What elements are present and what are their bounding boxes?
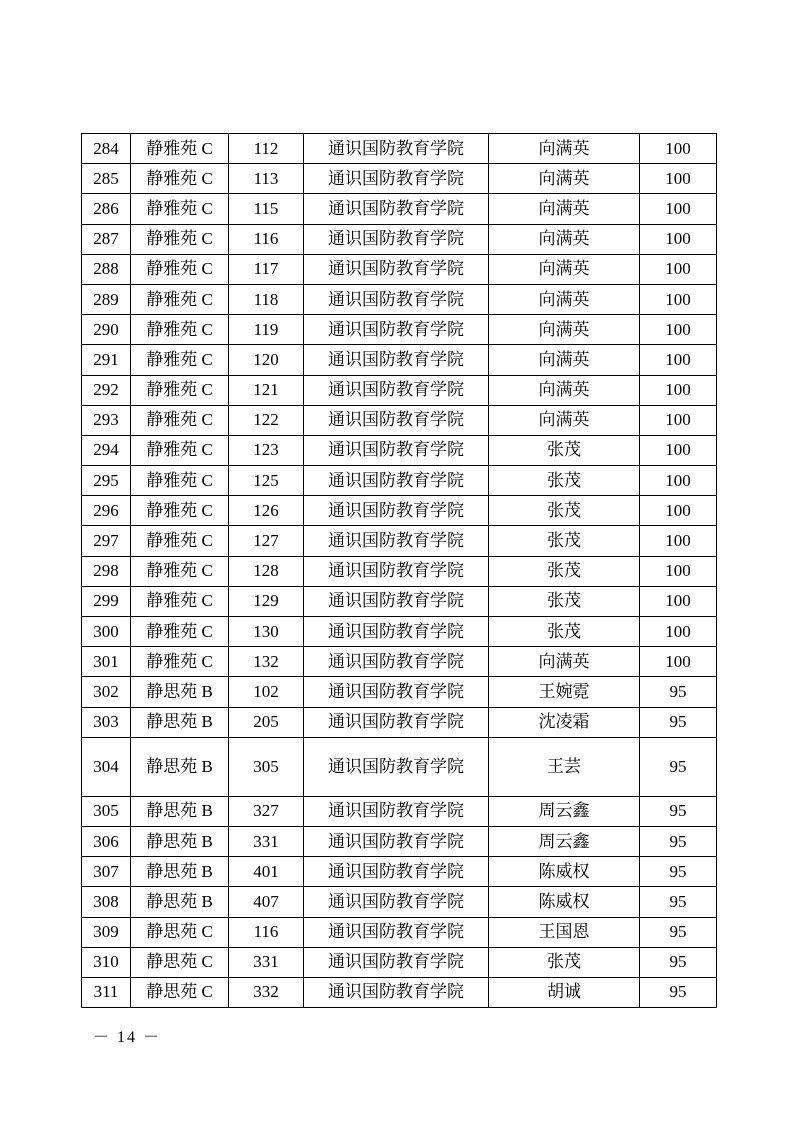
room-cell: 116 — [229, 917, 304, 947]
counselor-cell: 周云鑫 — [489, 826, 640, 856]
college-cell: 通识国防教育学院 — [304, 254, 489, 284]
counselor-cell: 向满英 — [489, 405, 640, 435]
score-cell: 100 — [640, 375, 717, 405]
building-cell: 静雅苑 C — [131, 345, 229, 375]
row-number-cell: 290 — [82, 315, 131, 345]
row-number-cell: 299 — [82, 586, 131, 616]
building-cell: 静雅苑 C — [131, 375, 229, 405]
building-cell: 静思苑 C — [131, 977, 229, 1007]
score-cell: 95 — [640, 707, 717, 737]
score-cell: 100 — [640, 284, 717, 314]
score-cell: 95 — [640, 737, 717, 796]
counselor-cell: 向满英 — [489, 315, 640, 345]
score-cell: 95 — [640, 796, 717, 826]
college-cell: 通识国防教育学院 — [304, 826, 489, 856]
score-cell: 100 — [640, 164, 717, 194]
college-cell: 通识国防教育学院 — [304, 496, 489, 526]
score-cell: 100 — [640, 647, 717, 677]
score-cell: 95 — [640, 917, 717, 947]
college-cell: 通识国防教育学院 — [304, 737, 489, 796]
row-number-cell: 298 — [82, 556, 131, 586]
college-cell: 通识国防教育学院 — [304, 977, 489, 1007]
college-cell: 通识国防教育学院 — [304, 917, 489, 947]
college-cell: 通识国防教育学院 — [304, 556, 489, 586]
table-row — [82, 796, 717, 826]
college-cell: 通识国防教育学院 — [304, 647, 489, 677]
room-cell: 116 — [229, 224, 304, 254]
college-cell: 通识国防教育学院 — [304, 194, 489, 224]
room-cell: 407 — [229, 887, 304, 917]
row-number-cell: 300 — [82, 617, 131, 647]
counselor-cell: 向满英 — [489, 134, 640, 164]
score-cell: 95 — [640, 947, 717, 977]
table-row — [82, 466, 717, 496]
building-cell: 静思苑 B — [131, 677, 229, 707]
row-number-cell: 308 — [82, 887, 131, 917]
room-cell: 331 — [229, 826, 304, 856]
score-cell: 100 — [640, 254, 717, 284]
room-cell: 305 — [229, 737, 304, 796]
table-row — [82, 375, 717, 405]
counselor-cell: 王国恩 — [489, 917, 640, 947]
row-number-cell: 301 — [82, 647, 131, 677]
building-cell: 静雅苑 C — [131, 496, 229, 526]
table-row — [82, 647, 717, 677]
row-number-cell: 310 — [82, 947, 131, 977]
table-row — [82, 857, 717, 887]
table-row — [82, 947, 717, 977]
score-cell: 100 — [640, 194, 717, 224]
room-cell: 119 — [229, 315, 304, 345]
page-number: － 14 － — [93, 1029, 162, 1046]
building-cell: 静雅苑 C — [131, 647, 229, 677]
table-row — [82, 617, 717, 647]
college-cell: 通识国防教育学院 — [304, 947, 489, 977]
college-cell: 通识国防教育学院 — [304, 796, 489, 826]
score-cell: 100 — [640, 224, 717, 254]
college-cell: 通识国防教育学院 — [304, 526, 489, 556]
table-row — [82, 826, 717, 856]
row-number-cell: 284 — [82, 134, 131, 164]
building-cell: 静雅苑 C — [131, 526, 229, 556]
table-row — [82, 677, 717, 707]
building-cell: 静雅苑 C — [131, 466, 229, 496]
counselor-cell: 张茂 — [489, 947, 640, 977]
table-row — [82, 194, 717, 224]
row-number-cell: 293 — [82, 405, 131, 435]
college-cell: 通识国防教育学院 — [304, 677, 489, 707]
row-number-cell: 307 — [82, 857, 131, 887]
row-number-cell: 291 — [82, 345, 131, 375]
college-cell: 通识国防教育学院 — [304, 134, 489, 164]
room-cell: 132 — [229, 647, 304, 677]
table-row — [82, 887, 717, 917]
room-cell: 102 — [229, 677, 304, 707]
college-cell: 通识国防教育学院 — [304, 375, 489, 405]
score-cell: 100 — [640, 405, 717, 435]
counselor-cell: 张茂 — [489, 586, 640, 616]
row-number-cell: 286 — [82, 194, 131, 224]
counselor-cell: 向满英 — [489, 345, 640, 375]
counselor-cell: 陈威权 — [489, 857, 640, 887]
score-cell: 100 — [640, 496, 717, 526]
counselor-cell: 王芸 — [489, 737, 640, 796]
building-cell: 静雅苑 C — [131, 586, 229, 616]
counselor-cell: 向满英 — [489, 647, 640, 677]
room-cell: 115 — [229, 194, 304, 224]
counselor-cell: 向满英 — [489, 284, 640, 314]
building-cell: 静雅苑 C — [131, 284, 229, 314]
table-row — [82, 315, 717, 345]
building-cell: 静雅苑 C — [131, 556, 229, 586]
room-cell: 113 — [229, 164, 304, 194]
row-number-cell: 302 — [82, 677, 131, 707]
table-row — [82, 254, 717, 284]
row-number-cell: 285 — [82, 164, 131, 194]
room-cell: 123 — [229, 435, 304, 465]
counselor-cell: 向满英 — [489, 254, 640, 284]
score-cell: 100 — [640, 556, 717, 586]
table-row — [82, 707, 717, 737]
table-body — [82, 134, 717, 1008]
row-number-cell: 287 — [82, 224, 131, 254]
score-cell: 95 — [640, 677, 717, 707]
table-row — [82, 556, 717, 586]
counselor-cell: 沈凌霜 — [489, 707, 640, 737]
score-cell: 100 — [640, 526, 717, 556]
table-row — [82, 435, 717, 465]
row-number-cell: 311 — [82, 977, 131, 1007]
building-cell: 静思苑 B — [131, 737, 229, 796]
college-cell: 通识国防教育学院 — [304, 857, 489, 887]
building-cell: 静雅苑 C — [131, 194, 229, 224]
counselor-cell: 张茂 — [489, 435, 640, 465]
building-cell: 静雅苑 C — [131, 254, 229, 284]
building-cell: 静思苑 B — [131, 796, 229, 826]
room-cell: 112 — [229, 134, 304, 164]
score-cell: 95 — [640, 887, 717, 917]
row-number-cell: 303 — [82, 707, 131, 737]
score-cell: 95 — [640, 977, 717, 1007]
counselor-cell: 胡诚 — [489, 977, 640, 1007]
row-number-cell: 289 — [82, 284, 131, 314]
row-number-cell: 306 — [82, 826, 131, 856]
counselor-cell: 张茂 — [489, 526, 640, 556]
row-number-cell: 288 — [82, 254, 131, 284]
building-cell: 静思苑 B — [131, 887, 229, 917]
row-number-cell: 295 — [82, 466, 131, 496]
row-number-cell: 297 — [82, 526, 131, 556]
college-cell: 通识国防教育学院 — [304, 707, 489, 737]
room-cell: 327 — [229, 796, 304, 826]
table-row — [82, 977, 717, 1007]
room-cell: 129 — [229, 586, 304, 616]
score-cell: 100 — [640, 345, 717, 375]
table-row — [82, 134, 717, 164]
building-cell: 静雅苑 C — [131, 134, 229, 164]
room-cell: 122 — [229, 405, 304, 435]
score-cell: 95 — [640, 826, 717, 856]
college-cell: 通识国防教育学院 — [304, 466, 489, 496]
row-number-cell: 292 — [82, 375, 131, 405]
college-cell: 通识国防教育学院 — [304, 435, 489, 465]
counselor-cell: 向满英 — [489, 375, 640, 405]
room-cell: 130 — [229, 617, 304, 647]
room-cell: 118 — [229, 284, 304, 314]
table-row — [82, 586, 717, 616]
building-cell: 静思苑 B — [131, 707, 229, 737]
counselor-cell: 王婉霓 — [489, 677, 640, 707]
table-row — [82, 284, 717, 314]
score-cell: 100 — [640, 586, 717, 616]
building-cell: 静思苑 B — [131, 826, 229, 856]
counselor-cell: 向满英 — [489, 164, 640, 194]
college-cell: 通识国防教育学院 — [304, 617, 489, 647]
college-cell: 通识国防教育学院 — [304, 315, 489, 345]
room-cell: 125 — [229, 466, 304, 496]
row-number-cell: 305 — [82, 796, 131, 826]
building-cell: 静雅苑 C — [131, 405, 229, 435]
counselor-cell: 张茂 — [489, 466, 640, 496]
room-cell: 332 — [229, 977, 304, 1007]
college-cell: 通识国防教育学院 — [304, 164, 489, 194]
row-number-cell: 296 — [82, 496, 131, 526]
table-row — [82, 496, 717, 526]
row-number-cell: 304 — [82, 737, 131, 796]
counselor-cell: 向满英 — [489, 194, 640, 224]
data-table — [81, 133, 717, 1008]
building-cell: 静思苑 C — [131, 917, 229, 947]
college-cell: 通识国防教育学院 — [304, 284, 489, 314]
row-number-cell: 309 — [82, 917, 131, 947]
counselor-cell: 张茂 — [489, 617, 640, 647]
building-cell: 静雅苑 C — [131, 435, 229, 465]
score-cell: 100 — [640, 315, 717, 345]
table-row — [82, 164, 717, 194]
table-row — [82, 405, 717, 435]
score-cell: 100 — [640, 435, 717, 465]
college-cell: 通识国防教育学院 — [304, 345, 489, 375]
score-cell: 95 — [640, 857, 717, 887]
building-cell: 静思苑 C — [131, 947, 229, 977]
room-cell: 401 — [229, 857, 304, 887]
room-cell: 120 — [229, 345, 304, 375]
score-cell: 100 — [640, 617, 717, 647]
college-cell: 通识国防教育学院 — [304, 405, 489, 435]
building-cell: 静雅苑 C — [131, 617, 229, 647]
room-cell: 121 — [229, 375, 304, 405]
table-row — [82, 917, 717, 947]
table-row — [82, 737, 717, 796]
counselor-cell: 张茂 — [489, 556, 640, 586]
college-cell: 通识国防教育学院 — [304, 586, 489, 616]
table-row — [82, 224, 717, 254]
score-cell: 100 — [640, 134, 717, 164]
room-cell: 205 — [229, 707, 304, 737]
room-cell: 128 — [229, 556, 304, 586]
room-cell: 331 — [229, 947, 304, 977]
counselor-cell: 张茂 — [489, 496, 640, 526]
room-cell: 126 — [229, 496, 304, 526]
row-number-cell: 294 — [82, 435, 131, 465]
building-cell: 静雅苑 C — [131, 224, 229, 254]
building-cell: 静雅苑 C — [131, 315, 229, 345]
building-cell: 静思苑 B — [131, 857, 229, 887]
college-cell: 通识国防教育学院 — [304, 887, 489, 917]
college-cell: 通识国防教育学院 — [304, 224, 489, 254]
building-cell: 静雅苑 C — [131, 164, 229, 194]
table-row — [82, 345, 717, 375]
score-cell: 100 — [640, 466, 717, 496]
counselor-cell: 向满英 — [489, 224, 640, 254]
table-row — [82, 526, 717, 556]
room-cell: 127 — [229, 526, 304, 556]
counselor-cell: 陈威权 — [489, 887, 640, 917]
room-cell: 117 — [229, 254, 304, 284]
counselor-cell: 周云鑫 — [489, 796, 640, 826]
